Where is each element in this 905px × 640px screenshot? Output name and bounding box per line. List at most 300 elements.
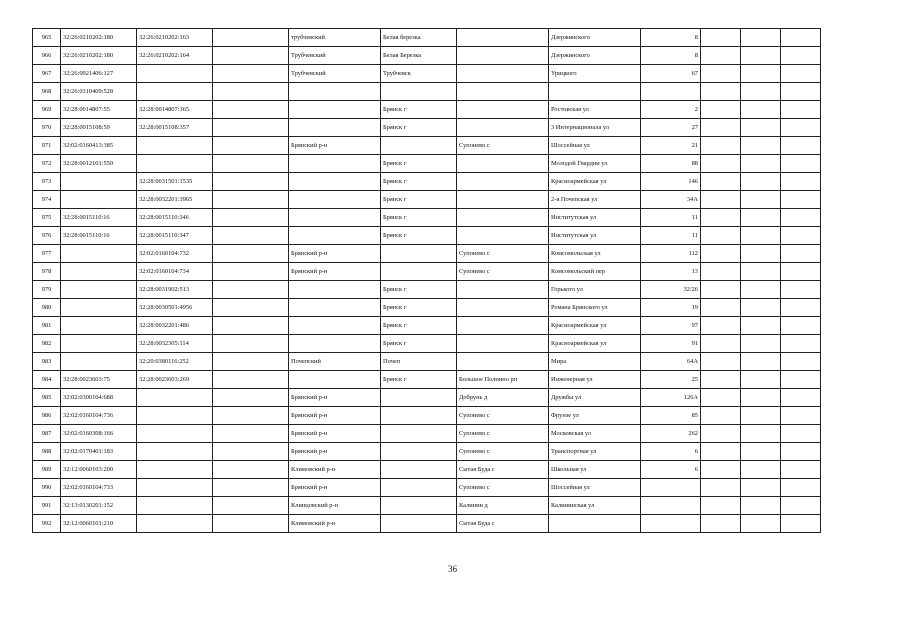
cell-extra-col-3 <box>781 263 821 281</box>
cell-cadastral-number-2 <box>137 407 213 425</box>
cell-street: Фрунзе ул <box>549 407 641 425</box>
cell-extra-col-1 <box>701 497 741 515</box>
table-row <box>33 443 821 461</box>
cell-extra-col-3 <box>781 83 821 101</box>
cell-extra-col-3 <box>781 119 821 137</box>
cell-district: Брянский р-н <box>289 137 381 155</box>
cell-city: Брянск г <box>381 101 457 119</box>
cell-city <box>381 443 457 461</box>
cell-row-number: 966 <box>33 47 61 65</box>
records-table <box>32 28 821 533</box>
cell-extra-col-1 <box>701 191 741 209</box>
cell-extra-col-3 <box>781 47 821 65</box>
cell-house-number: 25 <box>641 371 701 389</box>
cell-cadastral-number-3 <box>213 65 289 83</box>
cell-extra-col-2 <box>741 317 781 335</box>
cell-settlement <box>457 173 549 191</box>
cell-district <box>289 155 381 173</box>
cell-row-number: 983 <box>33 353 61 371</box>
cell-cadastral-number-3 <box>213 47 289 65</box>
cell-extra-col-2 <box>741 335 781 353</box>
cell-extra-col-2 <box>741 209 781 227</box>
cell-extra-col-1 <box>701 335 741 353</box>
cell-settlement: Супонево с <box>457 245 549 263</box>
cell-extra-col-2 <box>741 173 781 191</box>
cell-district <box>289 209 381 227</box>
cell-cadastral-number-3 <box>213 389 289 407</box>
cell-settlement: Супонево с <box>457 425 549 443</box>
cell-cadastral-number-2: 32:28:0023603:269 <box>137 371 213 389</box>
cell-cadastral-number-1: 32:02:0160104:736 <box>61 407 137 425</box>
cell-district <box>289 191 381 209</box>
cell-street: Красноармейская ул <box>549 335 641 353</box>
cell-house-number: 126А <box>641 389 701 407</box>
cell-extra-col-1 <box>701 515 741 533</box>
table-row <box>33 29 821 47</box>
cell-settlement <box>457 101 549 119</box>
cell-row-number: 991 <box>33 497 61 515</box>
cell-extra-col-1 <box>701 137 741 155</box>
cell-street: Молодой Гвардии ул <box>549 155 641 173</box>
cell-extra-col-2 <box>741 65 781 83</box>
cell-district <box>289 317 381 335</box>
cell-cadastral-number-2 <box>137 497 213 515</box>
cell-row-number: 977 <box>33 245 61 263</box>
cell-extra-col-2 <box>741 353 781 371</box>
cell-city <box>381 83 457 101</box>
cell-street: Урицкого <box>549 65 641 83</box>
table-row <box>33 407 821 425</box>
cell-cadastral-number-1: 32:02:0160413:385 <box>61 137 137 155</box>
cell-extra-col-3 <box>781 245 821 263</box>
cell-row-number: 992 <box>33 515 61 533</box>
cell-settlement: Супонево с <box>457 263 549 281</box>
cell-cadastral-number-3 <box>213 191 289 209</box>
cell-cadastral-number-3 <box>213 299 289 317</box>
cell-district: Брянский р-н <box>289 263 381 281</box>
cell-street: 2-я Почепская ул <box>549 191 641 209</box>
cell-settlement <box>457 227 549 245</box>
cell-street: 3 Интернационала ул <box>549 119 641 137</box>
cell-cadastral-number-2 <box>137 65 213 83</box>
cell-settlement <box>457 335 549 353</box>
cell-street: Инженерная ул <box>549 371 641 389</box>
cell-house-number: 11 <box>641 227 701 245</box>
cell-district: Брянский р-н <box>289 425 381 443</box>
cell-cadastral-number-1: 32:12:0060101:210 <box>61 515 137 533</box>
cell-district: Почепский <box>289 353 381 371</box>
cell-street: Шоссейная ул <box>549 479 641 497</box>
cell-district <box>289 83 381 101</box>
cell-district: Брянский р-н <box>289 245 381 263</box>
cell-cadastral-number-1 <box>61 263 137 281</box>
cell-city: Брянск г <box>381 299 457 317</box>
cell-street: Красноармейская ул <box>549 173 641 191</box>
cell-settlement: Супонево с <box>457 479 549 497</box>
cell-settlement <box>457 65 549 83</box>
cell-district: Климовский р-н <box>289 461 381 479</box>
cell-house-number <box>641 497 701 515</box>
table-row <box>33 461 821 479</box>
cell-district <box>289 227 381 245</box>
cell-extra-col-1 <box>701 65 741 83</box>
cell-cadastral-number-2: 32:28:0030501:4956 <box>137 299 213 317</box>
cell-city: Брянск г <box>381 119 457 137</box>
cell-city: Белая Березка <box>381 47 457 65</box>
cell-extra-col-1 <box>701 353 741 371</box>
cell-cadastral-number-3 <box>213 227 289 245</box>
cell-row-number: 980 <box>33 299 61 317</box>
cell-street: Калининская ул <box>549 497 641 515</box>
cell-cadastral-number-1 <box>61 281 137 299</box>
cell-district <box>289 281 381 299</box>
cell-extra-col-3 <box>781 155 821 173</box>
table-row <box>33 137 821 155</box>
cell-extra-col-3 <box>781 101 821 119</box>
cell-house-number: 13 <box>641 263 701 281</box>
cell-city <box>381 137 457 155</box>
cell-settlement: Супонево с <box>457 443 549 461</box>
cell-cadastral-number-1: 32:02:0170401:183 <box>61 443 137 461</box>
cell-house-number <box>641 515 701 533</box>
cell-settlement <box>457 317 549 335</box>
cell-settlement <box>457 299 549 317</box>
cell-extra-col-1 <box>701 245 741 263</box>
cell-extra-col-1 <box>701 479 741 497</box>
cell-extra-col-2 <box>741 263 781 281</box>
cell-house-number: 27 <box>641 119 701 137</box>
cell-settlement <box>457 209 549 227</box>
cell-house-number: 6 <box>641 443 701 461</box>
cell-cadastral-number-1 <box>61 299 137 317</box>
cell-street: Красноармейская ул <box>549 317 641 335</box>
cell-cadastral-number-2 <box>137 83 213 101</box>
cell-district: Трубчевский <box>289 47 381 65</box>
cell-cadastral-number-2: 32:26:0210202:163 <box>137 29 213 47</box>
cell-cadastral-number-2 <box>137 515 213 533</box>
cell-extra-col-3 <box>781 191 821 209</box>
cell-house-number <box>641 83 701 101</box>
cell-row-number: 988 <box>33 443 61 461</box>
cell-extra-col-1 <box>701 227 741 245</box>
cell-district <box>289 371 381 389</box>
cell-district: Трубчевский <box>289 65 381 83</box>
cell-settlement: Сытая Буда с <box>457 461 549 479</box>
cell-street: Ростовская ул <box>549 101 641 119</box>
cell-extra-col-1 <box>701 101 741 119</box>
cell-district: Климовский р-н <box>289 515 381 533</box>
table-row <box>33 65 821 83</box>
cell-city <box>381 461 457 479</box>
cell-extra-col-2 <box>741 389 781 407</box>
cell-house-number: 21 <box>641 137 701 155</box>
cell-street: Московская ул <box>549 425 641 443</box>
cell-settlement <box>457 191 549 209</box>
cell-cadastral-number-2 <box>137 461 213 479</box>
table-row <box>33 155 821 173</box>
cell-cadastral-number-1: 32:28:0015110:16 <box>61 227 137 245</box>
cell-cadastral-number-1: 32:28:0015108:59 <box>61 119 137 137</box>
cell-cadastral-number-2: 32:02:0160104:734 <box>137 263 213 281</box>
cell-cadastral-number-3 <box>213 209 289 227</box>
cell-settlement: Большое Полпино рп <box>457 371 549 389</box>
cell-cadastral-number-1: 32:12:0060103:200 <box>61 461 137 479</box>
cell-city: Почеп <box>381 353 457 371</box>
cell-city: Белая березка <box>381 29 457 47</box>
cell-extra-col-3 <box>781 65 821 83</box>
cell-cadastral-number-2: 32:28:0032201:3965 <box>137 191 213 209</box>
cell-house-number: 8 <box>641 47 701 65</box>
cell-cadastral-number-2: 32:20:0380116:252 <box>137 353 213 371</box>
cell-settlement: Калинин д <box>457 497 549 515</box>
cell-district: трубчевский <box>289 29 381 47</box>
cell-cadastral-number-2: 32:28:0031902:513 <box>137 281 213 299</box>
cell-row-number: 989 <box>33 461 61 479</box>
cell-extra-col-2 <box>741 281 781 299</box>
cell-extra-col-1 <box>701 443 741 461</box>
cell-house-number: 112 <box>641 245 701 263</box>
cell-city: Брянск г <box>381 317 457 335</box>
cell-cadastral-number-2: 32:28:0014807:365 <box>137 101 213 119</box>
cell-cadastral-number-1: 32:28:0015110:16 <box>61 209 137 227</box>
cell-settlement <box>457 29 549 47</box>
cell-row-number: 978 <box>33 263 61 281</box>
cell-extra-col-2 <box>741 407 781 425</box>
cell-cadastral-number-1: 32:26:0921406:127 <box>61 65 137 83</box>
cell-extra-col-3 <box>781 227 821 245</box>
cell-extra-col-1 <box>701 119 741 137</box>
cell-cadastral-number-2: 32:28:0015110:346 <box>137 209 213 227</box>
cell-cadastral-number-1: 32:28:0014807:55 <box>61 101 137 119</box>
cell-district: Брянский р-н <box>289 443 381 461</box>
cell-extra-col-3 <box>781 389 821 407</box>
page-number: 36 <box>448 564 457 574</box>
cell-street <box>549 83 641 101</box>
cell-house-number: 11 <box>641 209 701 227</box>
cell-cadastral-number-3 <box>213 461 289 479</box>
cell-extra-col-1 <box>701 47 741 65</box>
cell-district: Брянский р-н <box>289 407 381 425</box>
cell-street: Институтская ул <box>549 227 641 245</box>
cell-district: Клинцовский р-н <box>289 497 381 515</box>
cell-cadastral-number-1: 32:02:0160104:733 <box>61 479 137 497</box>
cell-street: Романа Брянского ул <box>549 299 641 317</box>
cell-extra-col-1 <box>701 263 741 281</box>
table-row <box>33 101 821 119</box>
cell-cadastral-number-3 <box>213 335 289 353</box>
cell-extra-col-2 <box>741 299 781 317</box>
cell-cadastral-number-3 <box>213 101 289 119</box>
cell-city <box>381 425 457 443</box>
table-row <box>33 389 821 407</box>
table-row <box>33 353 821 371</box>
cell-house-number: 88 <box>641 155 701 173</box>
cell-extra-col-1 <box>701 281 741 299</box>
cell-district <box>289 299 381 317</box>
table-row <box>33 119 821 137</box>
cell-extra-col-2 <box>741 29 781 47</box>
cell-settlement <box>457 83 549 101</box>
cell-cadastral-number-3 <box>213 515 289 533</box>
cell-city: Брянск г <box>381 209 457 227</box>
cell-extra-col-3 <box>781 461 821 479</box>
table-row <box>33 515 821 533</box>
table-row <box>33 191 821 209</box>
cell-extra-col-3 <box>781 353 821 371</box>
table-row <box>33 425 821 443</box>
cell-city <box>381 245 457 263</box>
cell-cadastral-number-3 <box>213 173 289 191</box>
cell-row-number: 979 <box>33 281 61 299</box>
cell-street: Дзержинского <box>549 47 641 65</box>
cell-cadastral-number-2 <box>137 137 213 155</box>
cell-cadastral-number-1: 32:02:0300104:688 <box>61 389 137 407</box>
cell-extra-col-1 <box>701 29 741 47</box>
cell-row-number: 969 <box>33 101 61 119</box>
cell-extra-col-1 <box>701 83 741 101</box>
cell-settlement: Сытая Буда с <box>457 515 549 533</box>
cell-cadastral-number-3 <box>213 479 289 497</box>
cell-settlement: Добрунь д <box>457 389 549 407</box>
cell-extra-col-2 <box>741 119 781 137</box>
cell-extra-col-1 <box>701 299 741 317</box>
cell-cadastral-number-1 <box>61 191 137 209</box>
cell-extra-col-2 <box>741 137 781 155</box>
cell-house-number: 8 <box>641 29 701 47</box>
table-row <box>33 209 821 227</box>
cell-extra-col-1 <box>701 371 741 389</box>
cell-city: Брянск г <box>381 155 457 173</box>
cell-row-number: 981 <box>33 317 61 335</box>
cell-settlement <box>457 119 549 137</box>
cell-settlement <box>457 281 549 299</box>
cell-extra-col-2 <box>741 227 781 245</box>
cell-row-number: 987 <box>33 425 61 443</box>
cell-extra-col-3 <box>781 371 821 389</box>
cell-extra-col-2 <box>741 425 781 443</box>
cell-cadastral-number-2 <box>137 479 213 497</box>
cell-row-number: 971 <box>33 137 61 155</box>
cell-cadastral-number-2 <box>137 425 213 443</box>
cell-street: Комсомольский пер <box>549 263 641 281</box>
cell-cadastral-number-3 <box>213 353 289 371</box>
cell-extra-col-2 <box>741 497 781 515</box>
cell-extra-col-2 <box>741 83 781 101</box>
cell-cadastral-number-2: 32:02:0160104:732 <box>137 245 213 263</box>
cell-extra-col-2 <box>741 47 781 65</box>
cell-street: Транспортная ул <box>549 443 641 461</box>
cell-cadastral-number-1 <box>61 173 137 191</box>
cell-district <box>289 101 381 119</box>
cell-row-number: 970 <box>33 119 61 137</box>
cell-extra-col-2 <box>741 443 781 461</box>
cell-house-number: 34А <box>641 191 701 209</box>
cell-row-number: 974 <box>33 191 61 209</box>
cell-city <box>381 263 457 281</box>
table-row <box>33 497 821 515</box>
cell-district <box>289 335 381 353</box>
cell-house-number: 146 <box>641 173 701 191</box>
cell-cadastral-number-3 <box>213 371 289 389</box>
cell-extra-col-3 <box>781 137 821 155</box>
cell-extra-col-3 <box>781 29 821 47</box>
cell-street: Дзержинского <box>549 29 641 47</box>
cell-cadastral-number-1: 32:26:0210202:180 <box>61 29 137 47</box>
cell-row-number: 972 <box>33 155 61 173</box>
cell-cadastral-number-2: 32:28:0015110:347 <box>137 227 213 245</box>
cell-cadastral-number-3 <box>213 407 289 425</box>
cell-street: Шоссейная ул <box>549 137 641 155</box>
cell-district: Брянский р-н <box>289 479 381 497</box>
cell-cadastral-number-2: 32:28:0015108:357 <box>137 119 213 137</box>
cell-street <box>549 515 641 533</box>
cell-extra-col-3 <box>781 497 821 515</box>
cell-row-number: 985 <box>33 389 61 407</box>
cell-city <box>381 479 457 497</box>
cell-cadastral-number-3 <box>213 317 289 335</box>
table-row <box>33 47 821 65</box>
cell-city: Брянск г <box>381 173 457 191</box>
cell-cadastral-number-1: 32:26:0310409:528 <box>61 83 137 101</box>
cell-cadastral-number-3 <box>213 425 289 443</box>
cell-settlement: Супонево с <box>457 137 549 155</box>
cell-city <box>381 497 457 515</box>
cell-cadastral-number-3 <box>213 137 289 155</box>
cell-city: Брянск г <box>381 281 457 299</box>
cell-cadastral-number-3 <box>213 443 289 461</box>
cell-settlement <box>457 47 549 65</box>
cell-cadastral-number-3 <box>213 263 289 281</box>
cell-extra-col-3 <box>781 515 821 533</box>
cell-cadastral-number-1: 32:26:0210202:180 <box>61 47 137 65</box>
cell-street: Комсомольская ул <box>549 245 641 263</box>
cell-house-number: 97 <box>641 317 701 335</box>
cell-extra-col-1 <box>701 425 741 443</box>
cell-cadastral-number-1: 32:28:0012101:550 <box>61 155 137 173</box>
cell-extra-col-1 <box>701 461 741 479</box>
cell-row-number: 973 <box>33 173 61 191</box>
cell-settlement <box>457 155 549 173</box>
cell-row-number: 976 <box>33 227 61 245</box>
cell-extra-col-2 <box>741 101 781 119</box>
cell-extra-col-3 <box>781 173 821 191</box>
cell-cadastral-number-1 <box>61 335 137 353</box>
cell-city: Брянск г <box>381 227 457 245</box>
table-row <box>33 263 821 281</box>
cell-cadastral-number-2 <box>137 443 213 461</box>
cell-cadastral-number-2: 32:28:0032201:486 <box>137 317 213 335</box>
cell-city: Брянск г <box>381 335 457 353</box>
cell-cadastral-number-2: 32:28:0032305:114 <box>137 335 213 353</box>
table-row <box>33 281 821 299</box>
table-row <box>33 83 821 101</box>
cell-cadastral-number-1: 32:02:0160308:166 <box>61 425 137 443</box>
cell-settlement: Супонево с <box>457 407 549 425</box>
cell-cadastral-number-3 <box>213 497 289 515</box>
cell-house-number: 64А <box>641 353 701 371</box>
cell-city <box>381 407 457 425</box>
cell-city: Трубчевск <box>381 65 457 83</box>
cell-row-number: 965 <box>33 29 61 47</box>
cell-cadastral-number-1 <box>61 317 137 335</box>
cell-street: Институтская ул <box>549 209 641 227</box>
cell-settlement <box>457 353 549 371</box>
cell-house-number: 2 <box>641 101 701 119</box>
cell-extra-col-2 <box>741 155 781 173</box>
cell-house-number: 85 <box>641 407 701 425</box>
cell-house-number: 19 <box>641 299 701 317</box>
cell-city <box>381 515 457 533</box>
